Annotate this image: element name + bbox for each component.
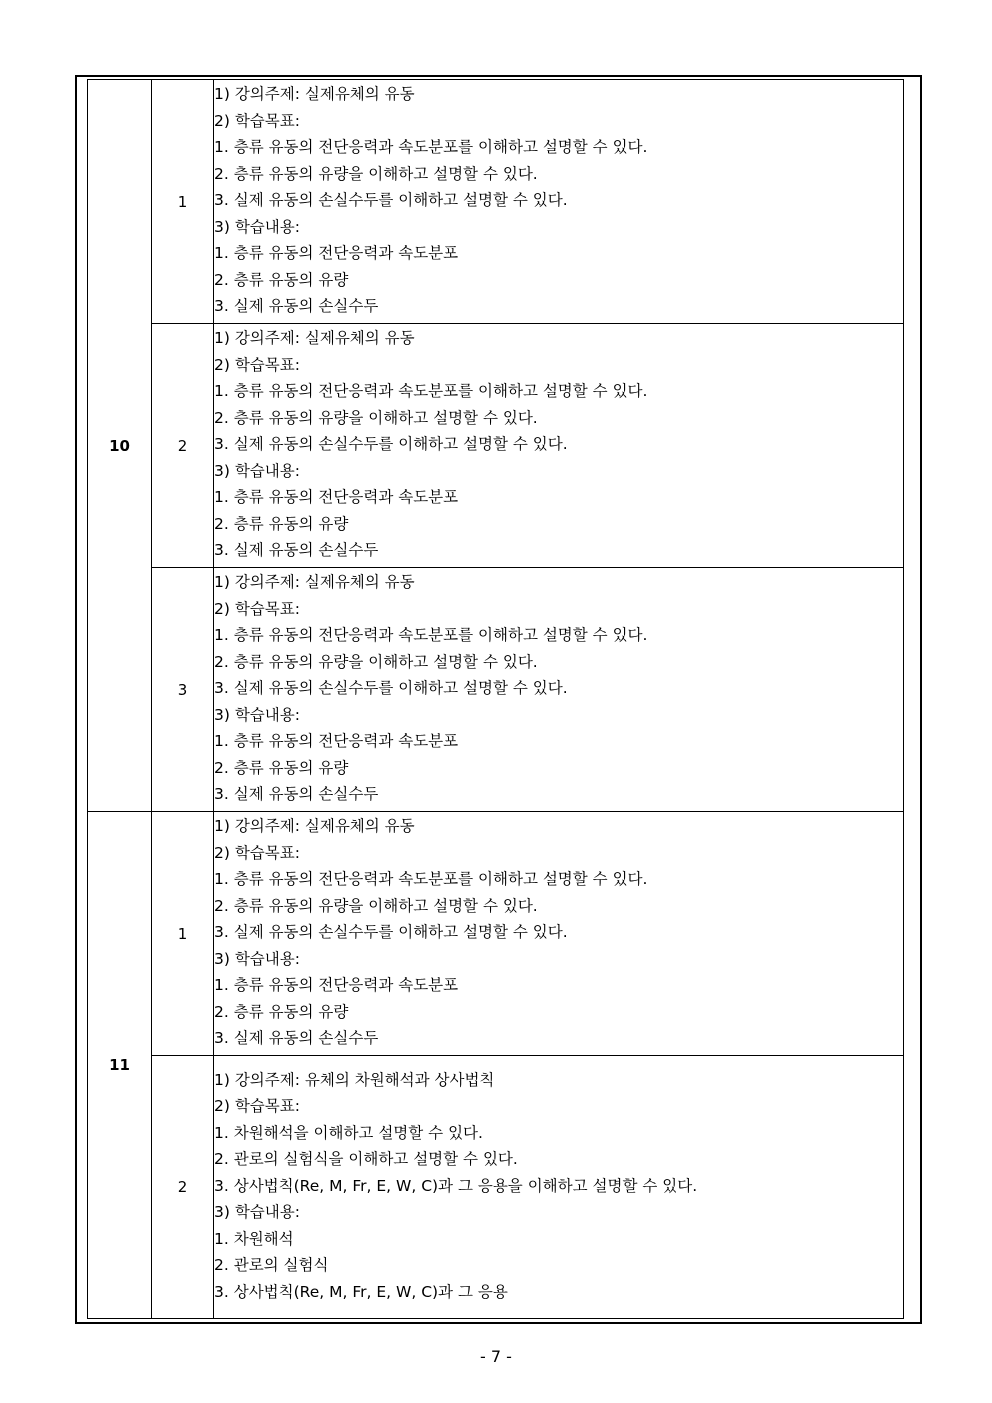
table-row: [88, 568, 904, 812]
content-item: 2. 층류 유동의 유량: [214, 514, 349, 533]
objectives-heading: 2) 학습목표:: [214, 111, 300, 130]
week-number-cell: 10: [88, 80, 152, 812]
content-item: 2. 관로의 실험식: [214, 1256, 329, 1275]
content-item: 1. 층류 유동의 전단응력과 속도분포: [214, 976, 459, 995]
content-item: 1. 층류 유동의 전단응력과 속도분포: [214, 732, 459, 751]
session-content-cell: [214, 80, 904, 324]
lecture-topic: 1) 강의주제: 실제유체의 유동: [214, 85, 415, 104]
content-item: 3. 실제 유동의 손실수두: [214, 541, 379, 560]
content-item: 1. 층류 유동의 전단응력과 속도분포: [214, 488, 459, 507]
content-item: 3. 실제 유동의 손실수두: [214, 297, 379, 316]
contents-heading: 3) 학습내용:: [214, 1203, 300, 1222]
objectives-heading: 2) 학습목표:: [214, 843, 300, 862]
table-row: [88, 80, 904, 324]
session-number-cell: 2: [152, 1056, 214, 1319]
objective-item: 1. 층류 유동의 전단응력과 속도분포를 이해하고 설명할 수 있다.: [214, 626, 648, 645]
lecture-topic: 1) 강의주제: 실제유체의 유동: [214, 329, 415, 348]
session-number-cell: 1: [152, 812, 214, 1056]
content-item: 2. 층류 유동의 유량: [214, 1002, 349, 1021]
objective-item: 1. 층류 유동의 전단응력과 속도분포를 이해하고 설명할 수 있다.: [214, 138, 648, 157]
session-number-cell: 1: [152, 80, 214, 324]
contents-heading: 3) 학습내용:: [214, 705, 300, 724]
contents-heading: 3) 학습내용:: [214, 217, 300, 236]
objective-item: 1. 차원해석을 이해하고 설명할 수 있다.: [214, 1123, 483, 1142]
lecture-schedule-table: [87, 79, 904, 1319]
objective-item: 2. 관로의 실험식을 이해하고 설명할 수 있다.: [214, 1150, 518, 1169]
session-number-cell: 3: [152, 568, 214, 812]
content-item: 3. 실제 유동의 손실수두: [214, 785, 379, 804]
table-row: [88, 1056, 904, 1319]
content-item: 3. 실제 유동의 손실수두: [214, 1029, 379, 1048]
session-content-cell: [214, 324, 904, 568]
content-item: 2. 층류 유동의 유량: [214, 758, 349, 777]
objectives-heading: 2) 학습목표:: [214, 1097, 300, 1116]
objective-item: 3. 실제 유동의 손실수두를 이해하고 설명할 수 있다.: [214, 435, 568, 454]
objective-item: 3. 실제 유동의 손실수두를 이해하고 설명할 수 있다.: [214, 679, 568, 698]
objective-item: 2. 층류 유동의 유량을 이해하고 설명할 수 있다.: [214, 408, 538, 427]
table-row: [88, 324, 904, 568]
contents-heading: 3) 학습내용:: [214, 949, 300, 968]
objective-item: 1. 층류 유동의 전단응력과 속도분포를 이해하고 설명할 수 있다.: [214, 382, 648, 401]
session-number-cell: 2: [152, 324, 214, 568]
lecture-topic: 1) 강의주제: 실제유체의 유동: [214, 573, 415, 592]
lecture-topic: 1) 강의주제: 실제유체의 유동: [214, 817, 415, 836]
session-content-cell: [214, 1056, 904, 1319]
objective-item: 2. 층류 유동의 유량을 이해하고 설명할 수 있다.: [214, 164, 538, 183]
objective-item: 2. 층류 유동의 유량을 이해하고 설명할 수 있다.: [214, 896, 538, 915]
content-item: 2. 층류 유동의 유량: [214, 270, 349, 289]
contents-heading: 3) 학습내용:: [214, 461, 300, 480]
objectives-heading: 2) 학습목표:: [214, 355, 300, 374]
content-item: 3. 상사법칙(Re, M, Fr, E, W, C)과 그 응용: [214, 1282, 508, 1301]
session-content-cell: [214, 812, 904, 1056]
objective-item: 3. 실제 유동의 손실수두를 이해하고 설명할 수 있다.: [214, 923, 568, 942]
objective-item: 2. 층류 유동의 유량을 이해하고 설명할 수 있다.: [214, 652, 538, 671]
objective-item: 3. 상사법칙(Re, M, Fr, E, W, C)과 그 응용을 이해하고 설명할 수 있다.: [214, 1176, 698, 1195]
page-number: - 7 -: [480, 1347, 512, 1366]
objective-item: 1. 층류 유동의 전단응력과 속도분포를 이해하고 설명할 수 있다.: [214, 870, 648, 889]
content-item: 1. 차원해석: [214, 1229, 294, 1248]
content-item: 1. 층류 유동의 전단응력과 속도분포: [214, 244, 459, 263]
session-content-cell: [214, 568, 904, 812]
objectives-heading: 2) 학습목표:: [214, 599, 300, 618]
week-number-cell: 11: [88, 812, 152, 1319]
lecture-topic: 1) 강의주제: 유체의 차원해석과 상사법칙: [214, 1070, 495, 1089]
objective-item: 3. 실제 유동의 손실수두를 이해하고 설명할 수 있다.: [214, 191, 568, 210]
table-row: [88, 812, 904, 1056]
